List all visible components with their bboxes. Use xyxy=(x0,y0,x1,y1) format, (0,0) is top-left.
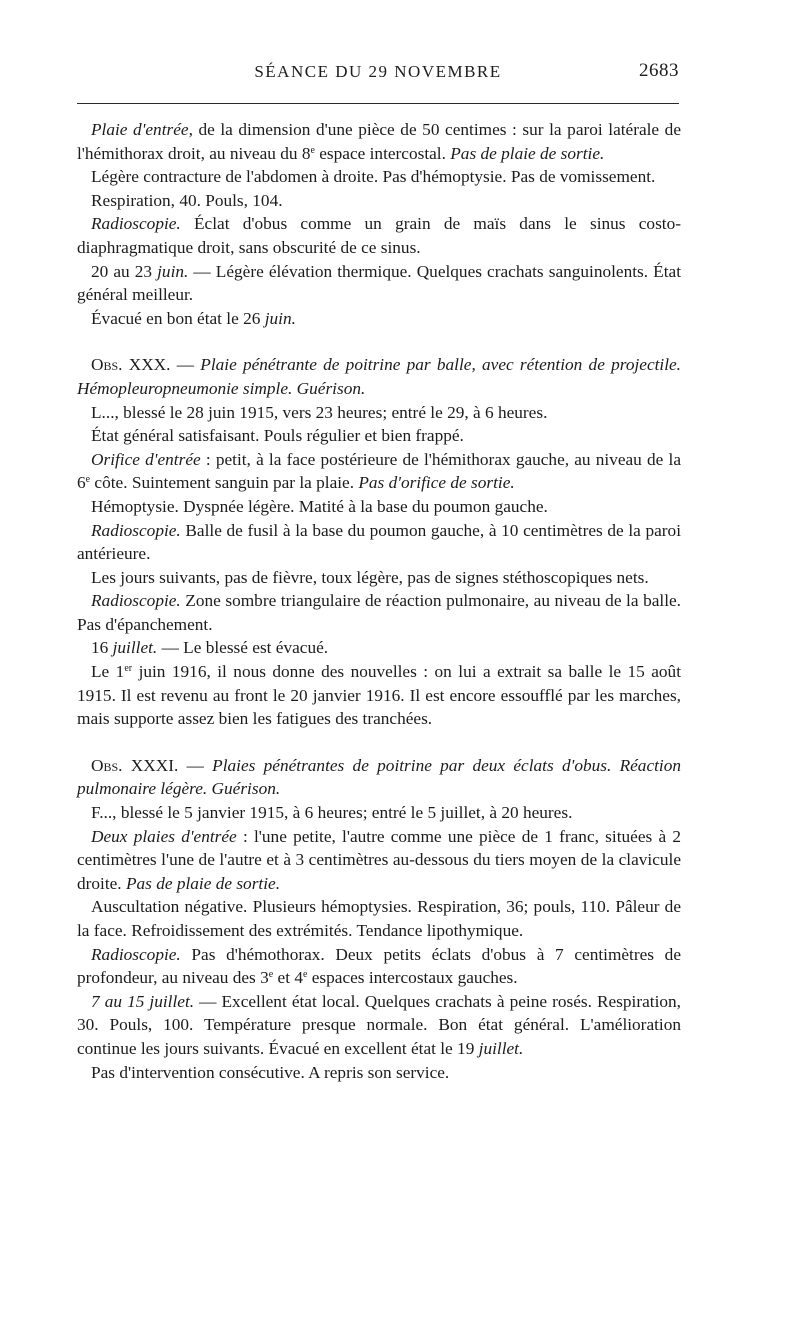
radioscopy-label: Radioscopie. xyxy=(91,214,181,234)
obs-30-paragraph: Hémoptysie. Dyspnée légère. Matité à la base du poumon gauche. xyxy=(91,496,548,516)
no-exit-wound: Pas de plaie de sortie. xyxy=(125,873,281,893)
obs-30-paragraph xyxy=(77,519,681,566)
paragraph-text: Pas d'hémothorax. Deux petits éclats d'obus à 7 centimètres de profondeur, au niveau des 3 xyxy=(77,944,681,988)
paragraph-text: Éclat d'obus comme un grain de maïs dans le sinus costo-diaphragmatique droit, sans obscurité de ce sinus. xyxy=(77,214,681,257)
obs-30-paragraph xyxy=(77,448,681,495)
paragraph-radioscopy xyxy=(77,212,681,259)
obs-30-paragraph xyxy=(77,636,681,660)
no-exit-orifice: Pas d'orifice de sortie. xyxy=(358,473,515,493)
obs-30-paragraph: Les jours suivants, pas de fièvre, toux légère, pas de signes stéthoscopiques nets. xyxy=(91,567,649,587)
paragraph-entry-wound xyxy=(77,118,681,165)
obs-title: Plaies pénétrantes de poitrine par deux éclats d'obus. Réaction pulmonaire légère. Guérison. xyxy=(77,755,681,799)
paragraph-abdomen: Légère contracture de l'abdomen à droite. Pas d'hémoptysie. Pas de vomissement. xyxy=(91,167,656,187)
obs-number: Obs. XXXI. — xyxy=(91,755,213,775)
obs-31-paragraph: Auscultation négative. Plusieurs hémoptysies. Respiration, 36; pouls, 110. Pâleur de la face. Refroidissement des extrémités. Tendance lipothymique. xyxy=(77,897,681,940)
radioscopy-label: Radioscopie. xyxy=(91,520,181,540)
page-number: 2683 xyxy=(639,60,679,81)
entry-wound-label: Plaie d'entrée xyxy=(91,120,189,139)
paragraph-june-20 xyxy=(77,260,681,307)
ordinal-superscript: e xyxy=(85,474,91,486)
ordinal-superscript: e xyxy=(302,969,308,981)
paragraph-text: — Légère élévation thermique. Quelques crachats sanguinolents. État général meilleur. xyxy=(77,261,681,305)
date-italic: 7 au 15 juillet. xyxy=(91,991,195,1011)
paragraph-vitals: Respiration, 40. Pouls, 104. xyxy=(91,190,283,210)
page-header xyxy=(77,60,679,94)
obs-31-paragraph: F..., blessé le 5 janvier 1915, à 6 heures; entré le 5 juillet, à 20 heures. xyxy=(91,803,573,823)
paragraph-text: 16 xyxy=(91,638,113,658)
date-italic: juin. xyxy=(264,308,296,328)
ordinal-superscript: e xyxy=(268,969,274,981)
date-italic: juillet. xyxy=(112,638,158,658)
entry-wounds-label: Deux plaies d'entrée xyxy=(91,826,237,846)
paragraph-text: : l'une petite, l'autre comme une pièce de 1 franc, situées à 2 centimètres l'une de l'autre et à 3 centimètres au-dessous du tiers moyen de la clavicule droite. xyxy=(77,826,681,893)
obs-number: Obs. XXX. — xyxy=(91,355,201,375)
obs-31-heading xyxy=(77,754,681,801)
space-number: 8 xyxy=(301,143,311,163)
obs-31-paragraph xyxy=(77,825,681,896)
obs-30-paragraph: État général satisfaisant. Pouls régulier et bien frappé. xyxy=(91,426,464,446)
paragraph-text: Zone sombre triangulaire de réaction pulmonaire, au niveau de la balle. Pas d'épanchement. xyxy=(77,591,681,634)
running-title: SÉANCE DU 29 NOVEMBRE xyxy=(254,62,502,81)
paragraph-text: espaces intercostaux gauches. xyxy=(307,968,518,988)
obs-title: Plaie pénétrante de poitrine par balle, avec rétention de projectile. Hémopleuropneumonie simple. Guérison. xyxy=(77,355,682,398)
radioscopy-label: Radioscopie. xyxy=(91,591,181,611)
document-body xyxy=(77,118,681,1084)
no-exit-wound: Pas de plaie de sortie. xyxy=(450,143,605,163)
paragraph-text: 20 au 23 xyxy=(91,261,158,281)
obs-31-paragraph: Pas d'intervention consécutive. A repris son service. xyxy=(91,1062,450,1082)
paragraph-text: : petit, à la face postérieure de l'hémithorax gauche, au niveau de la 6 xyxy=(77,449,681,493)
paragraph-text: — Le blessé est évacué. xyxy=(157,638,329,658)
entry-orifice-label: Orifice d'entrée xyxy=(91,449,201,469)
paragraph-text: côte. Suintement sanguin par la plaie. xyxy=(90,473,359,493)
date-italic: juin. xyxy=(157,261,189,281)
ordinal-superscript: e xyxy=(310,144,315,156)
radioscopy-label: Radioscopie. xyxy=(91,944,181,964)
paragraph-text: , de la dimension d'une pièce de 50 centimes : sur la paroi latérale de l'hémithorax droit, au niveau du xyxy=(77,120,681,163)
paragraph-text: espace intercostal. xyxy=(314,143,451,163)
paragraph-text: Balle de fusil à la base du poumon gauche, à 10 centimètres de la paroi antérieure. xyxy=(77,520,681,564)
obs-31-paragraph xyxy=(77,990,681,1061)
obs-30-paragraph: L..., blessé le 28 juin 1915, vers 23 heures; entré le 29, à 6 heures. xyxy=(91,402,548,422)
date-italic: juillet. xyxy=(478,1038,524,1058)
paragraph-text: — Excellent état local. Quelques crachats à peine rosés. Respiration, 30. Pouls, 100. Température presque normale. Bon état général. L'amélioration continue les jours suivants. Évacué en excellent état le 19 xyxy=(77,991,681,1058)
paragraph-evacuated xyxy=(77,307,681,331)
obs-30-heading xyxy=(77,353,681,400)
paragraph-text: Le 1 xyxy=(91,662,125,682)
obs-30-paragraph xyxy=(77,589,681,636)
header-rule xyxy=(77,103,679,104)
paragraph-text: et 4 xyxy=(273,968,303,988)
paragraph-text: Évacué en bon état le 26 xyxy=(91,308,265,328)
ordinal-superscript: er xyxy=(124,663,133,675)
obs-31-paragraph xyxy=(77,943,681,990)
paragraph-text: juin 1916, il nous donne des nouvelles : on lui a extrait sa balle le 15 août 1915. Il est revenu au front le 20 janvier 1916. Il est encore essoufflé par les marches, mais supporte assez bien les fatigues des tranchées. xyxy=(77,662,681,729)
obs-30-paragraph xyxy=(77,660,681,731)
